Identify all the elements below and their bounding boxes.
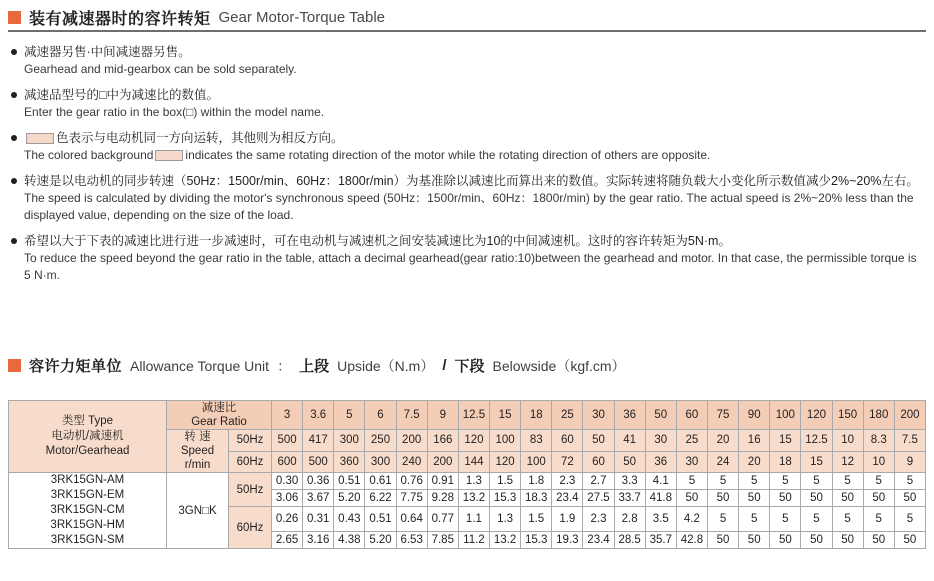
torque-value: 50 (707, 490, 738, 507)
speed-value: 200 (427, 451, 458, 473)
torque-value: 11.2 (458, 532, 489, 549)
speed-value: 500 (272, 430, 303, 452)
torque-value: 5 (863, 473, 894, 490)
speed-value: 12.5 (801, 430, 832, 452)
torque-value: 3.06 (272, 490, 303, 507)
torque-value: 13.2 (458, 490, 489, 507)
bullet-icon (11, 238, 17, 244)
note-item (10, 233, 924, 284)
speed-value: 41 (614, 430, 645, 452)
gear-ratio-value: 200 (894, 401, 925, 430)
type-header-line: 电动机/减速机 (51, 430, 124, 442)
note-cn: 希望以大于下表的减速比进行进一步减速时，可在电动机与减速机之间安装减速比为10的中间减速机。这时的容许转矩为5N·m。 (24, 234, 731, 248)
torque-table (8, 400, 926, 549)
torque-value: 50 (894, 490, 925, 507)
unit-heading-colon: ： (277, 357, 292, 374)
speed-value: 166 (427, 430, 458, 452)
torque-value: 13.2 (490, 532, 521, 549)
torque-value: 1.1 (458, 507, 489, 532)
torque-value: 3.3 (614, 473, 645, 490)
bullet-icon (11, 49, 17, 55)
unit-upside-en: Upside（N.m） (337, 357, 435, 374)
torque-value: 9.28 (427, 490, 458, 507)
speed-value: 18 (770, 451, 801, 473)
speed-value: 15 (801, 451, 832, 473)
gear-ratio-value: 5 (334, 401, 365, 430)
torque-value: 5 (801, 473, 832, 490)
torque-value: 5 (832, 507, 863, 532)
gear-ratio-value: 18 (521, 401, 552, 430)
gear-ratio-value: 15 (490, 401, 521, 430)
speed-value: 15 (770, 430, 801, 452)
torque-value: 5 (676, 473, 707, 490)
speed-value: 200 (396, 430, 427, 452)
torque-value: 2.65 (272, 532, 303, 549)
speed-value: 9 (894, 451, 925, 473)
speed-value: 100 (490, 430, 521, 452)
torque-value: 28.5 (614, 532, 645, 549)
notes-list (10, 44, 924, 293)
torque-value: 0.43 (334, 507, 365, 532)
speed-value: 50 (614, 451, 645, 473)
torque-value: 3.5 (645, 507, 676, 532)
gear-ratio-value: 150 (832, 401, 863, 430)
unit-below-cn: 下段 (454, 358, 485, 375)
model-name: 3RK15GN-EM (50, 489, 125, 501)
torque-value: 6.22 (365, 490, 396, 507)
torque-value: 5 (801, 507, 832, 532)
frequency-label: 60Hz (229, 507, 272, 549)
torque-value: 3.16 (303, 532, 334, 549)
speed-value: 50 (583, 430, 614, 452)
gear-ratio-value: 50 (645, 401, 676, 430)
frequency-label: 50Hz (229, 473, 272, 507)
note-en: Gearhead and mid-gearbox can be sold separately. (24, 62, 297, 76)
unit-slash: / (442, 357, 447, 374)
gear-ratio-value: 90 (739, 401, 770, 430)
gear-ratio-value: 75 (707, 401, 738, 430)
speed-value: 72 (552, 451, 583, 473)
torque-value: 35.7 (645, 532, 676, 549)
speed-value: 120 (490, 451, 521, 473)
unit-upside-cn: 上段 (299, 358, 330, 375)
color-swatch-icon (155, 150, 183, 161)
gear-ratio-header-en: Gear Ratio (191, 416, 247, 428)
speed-value: 25 (676, 430, 707, 452)
speed-value: 100 (521, 451, 552, 473)
gear-ratio-header (167, 401, 272, 430)
gear-ratio-value: 30 (583, 401, 614, 430)
torque-value: 15.3 (490, 490, 521, 507)
torque-value: 5 (739, 507, 770, 532)
speed-value: 250 (365, 430, 396, 452)
speed-value: 7.5 (894, 430, 925, 452)
torque-value: 41.8 (645, 490, 676, 507)
gear-ratio-value: 3.6 (303, 401, 334, 430)
torque-value: 27.5 (583, 490, 614, 507)
note-cn: 减速器另售·中间减速器另售。 (24, 45, 191, 59)
torque-value: 18.3 (521, 490, 552, 507)
torque-value: 0.30 (272, 473, 303, 490)
type-header-line: Motor/Gearhead (45, 445, 130, 457)
torque-value: 7.75 (396, 490, 427, 507)
torque-value: 0.61 (365, 473, 396, 490)
model-name: 3RK15GN-HM (50, 519, 125, 531)
speed-header-en: Speed r/min (180, 445, 215, 471)
gear-ratio-value: 9 (427, 401, 458, 430)
torque-value: 1.5 (521, 507, 552, 532)
torque-value: 50 (863, 490, 894, 507)
section-marker-icon (8, 11, 21, 24)
torque-value: 2.3 (552, 473, 583, 490)
speed-value: 240 (396, 451, 427, 473)
speed-value: 60 (583, 451, 614, 473)
torque-value: 50 (894, 532, 925, 549)
speed-header-cn: 转 速 (184, 431, 211, 443)
frequency-label: 60Hz (229, 451, 272, 473)
torque-value: 5.20 (365, 532, 396, 549)
speed-value: 300 (365, 451, 396, 473)
torque-value: 2.3 (583, 507, 614, 532)
gear-ratio-value: 36 (614, 401, 645, 430)
model-name: 3RK15GN-AM (50, 474, 125, 486)
speed-value: 10 (863, 451, 894, 473)
torque-table-wrap (8, 400, 926, 549)
model-name: 3RK15GN-CM (50, 504, 125, 516)
note-cn: 减速品型号的□中为减速比的数值。 (24, 88, 220, 102)
speed-value: 8.3 (863, 430, 894, 452)
torque-value: 50 (676, 490, 707, 507)
gear-ratio-value: 180 (863, 401, 894, 430)
torque-value: 50 (801, 490, 832, 507)
speed-value: 30 (645, 430, 676, 452)
torque-value: 5 (894, 507, 925, 532)
torque-value: 0.76 (396, 473, 427, 490)
torque-value: 33.7 (614, 490, 645, 507)
torque-value: 0.26 (272, 507, 303, 532)
unit-heading-en: Allowance Torque Unit (130, 357, 270, 374)
speed-value: 12 (832, 451, 863, 473)
torque-value: 4.2 (676, 507, 707, 532)
gear-ratio-value: 120 (801, 401, 832, 430)
note-en: indicates the same rotating direction of the motor while the rotating direction of others are opposite. (185, 148, 711, 162)
frequency-label: 50Hz (229, 430, 272, 452)
gear-ratio-header-cn: 减速比 (201, 402, 237, 414)
torque-value: 5 (863, 507, 894, 532)
torque-value: 0.51 (365, 507, 396, 532)
speed-value: 600 (272, 451, 303, 473)
torque-value: 5 (832, 473, 863, 490)
torque-value: 3.67 (303, 490, 334, 507)
torque-value: 7.85 (427, 532, 458, 549)
color-swatch-icon (26, 133, 54, 144)
torque-value: 4.1 (645, 473, 676, 490)
speed-value: 20 (707, 430, 738, 452)
torque-value: 0.91 (427, 473, 458, 490)
torque-value: 50 (801, 532, 832, 549)
speed-value: 360 (334, 451, 365, 473)
torque-value: 2.8 (614, 507, 645, 532)
speed-value: 24 (707, 451, 738, 473)
speed-value: 144 (458, 451, 489, 473)
gear-ratio-value: 6 (365, 401, 396, 430)
speed-value: 120 (458, 430, 489, 452)
torque-value: 1.3 (458, 473, 489, 490)
gear-ratio-value: 7.5 (396, 401, 427, 430)
torque-value: 0.51 (334, 473, 365, 490)
torque-value: 0.31 (303, 507, 334, 532)
torque-value: 1.5 (490, 473, 521, 490)
unit-heading-cn: 容许力矩单位 (29, 358, 123, 375)
torque-value: 50 (739, 532, 770, 549)
title-divider (8, 30, 926, 32)
page-title (8, 6, 385, 29)
speed-value: 60 (552, 430, 583, 452)
table-row (9, 473, 926, 490)
gear-ratio-value: 25 (552, 401, 583, 430)
speed-value: 83 (521, 430, 552, 452)
speed-value: 417 (303, 430, 334, 452)
torque-value: 50 (832, 532, 863, 549)
gear-ratio-value: 100 (770, 401, 801, 430)
note-cn: 转速是以电动机的同步转速（50Hz：1500r/min、60Hz：1800r/min）为基准除以减速比而算出来的数值。实际转速将随负载大小变化所示数值减少2%~20%左右。 (24, 174, 919, 188)
speed-value: 30 (676, 451, 707, 473)
unit-heading (8, 355, 626, 376)
note-en: Enter the gear ratio in the box(□) within the model name. (24, 105, 325, 119)
note-en-prefix: The colored background (24, 148, 154, 162)
note-en: The speed is calculated by dividing the motor's synchronous speed (50Hz：1500r/min、60Hz：1800r/min) by the gear ratio. The actual speed is 2%~20% less than the displayed value, depending on the size of the load. (24, 191, 914, 222)
torque-value: 5 (707, 473, 738, 490)
torque-value: 50 (739, 490, 770, 507)
torque-value: 50 (832, 490, 863, 507)
gear-ratio-value: 60 (676, 401, 707, 430)
torque-value: 6.53 (396, 532, 427, 549)
note-en: To reduce the speed beyond the gear ratio in the table, attach a decimal gearhead(gear ratio:10)between the gearhead and motor. In that case, the permissible torque is 5 N·m. (24, 251, 917, 282)
page-title-cn: 装有减速器时的容许转矩 (29, 11, 211, 28)
table-type-header (9, 401, 167, 473)
torque-value: 0.64 (396, 507, 427, 532)
torque-value: 23.4 (552, 490, 583, 507)
note-item (10, 87, 924, 121)
torque-value: 23.4 (583, 532, 614, 549)
bullet-icon (11, 178, 17, 184)
note-item-color (10, 130, 924, 164)
torque-value: 1.8 (521, 473, 552, 490)
torque-value: 5 (894, 473, 925, 490)
section-marker-icon (8, 359, 21, 372)
torque-value: 50 (707, 532, 738, 549)
torque-value: 2.7 (583, 473, 614, 490)
torque-value: 50 (770, 490, 801, 507)
torque-value: 1.3 (490, 507, 521, 532)
unit-below-en: Belowside（kgf.cm） (492, 357, 626, 374)
speed-value: 500 (303, 451, 334, 473)
torque-value: 50 (863, 532, 894, 549)
torque-value: 0.36 (303, 473, 334, 490)
torque-value: 5.20 (334, 490, 365, 507)
bullet-icon (11, 135, 17, 141)
torque-value: 5 (770, 507, 801, 532)
model-name: 3RK15GN-SM (50, 534, 125, 546)
torque-value: 19.3 (552, 532, 583, 549)
page-title-en: Gear Motor-Torque Table (218, 9, 385, 26)
bullet-icon (11, 92, 17, 98)
torque-value: 5 (707, 507, 738, 532)
gearhead-model: 3GN□K (167, 473, 229, 549)
torque-value: 5 (739, 473, 770, 490)
speed-value: 16 (739, 430, 770, 452)
gear-ratio-value: 12.5 (458, 401, 489, 430)
model-list (9, 473, 167, 549)
torque-value: 5 (770, 473, 801, 490)
torque-value: 1.9 (552, 507, 583, 532)
torque-value: 4.38 (334, 532, 365, 549)
gear-ratio-value: 3 (272, 401, 303, 430)
note-cn: 色表示与电动机同一方向运转，其他则为相反方向。 (56, 131, 344, 145)
speed-value: 20 (739, 451, 770, 473)
speed-value: 10 (832, 430, 863, 452)
torque-value: 50 (770, 532, 801, 549)
speed-value: 300 (334, 430, 365, 452)
note-item (10, 44, 924, 78)
note-item (10, 173, 924, 224)
speed-value: 36 (645, 451, 676, 473)
torque-value: 42.8 (676, 532, 707, 549)
speed-header (167, 430, 229, 473)
type-header-line: 类型 Type (61, 415, 114, 427)
torque-value: 15.3 (521, 532, 552, 549)
torque-value: 0.77 (427, 507, 458, 532)
